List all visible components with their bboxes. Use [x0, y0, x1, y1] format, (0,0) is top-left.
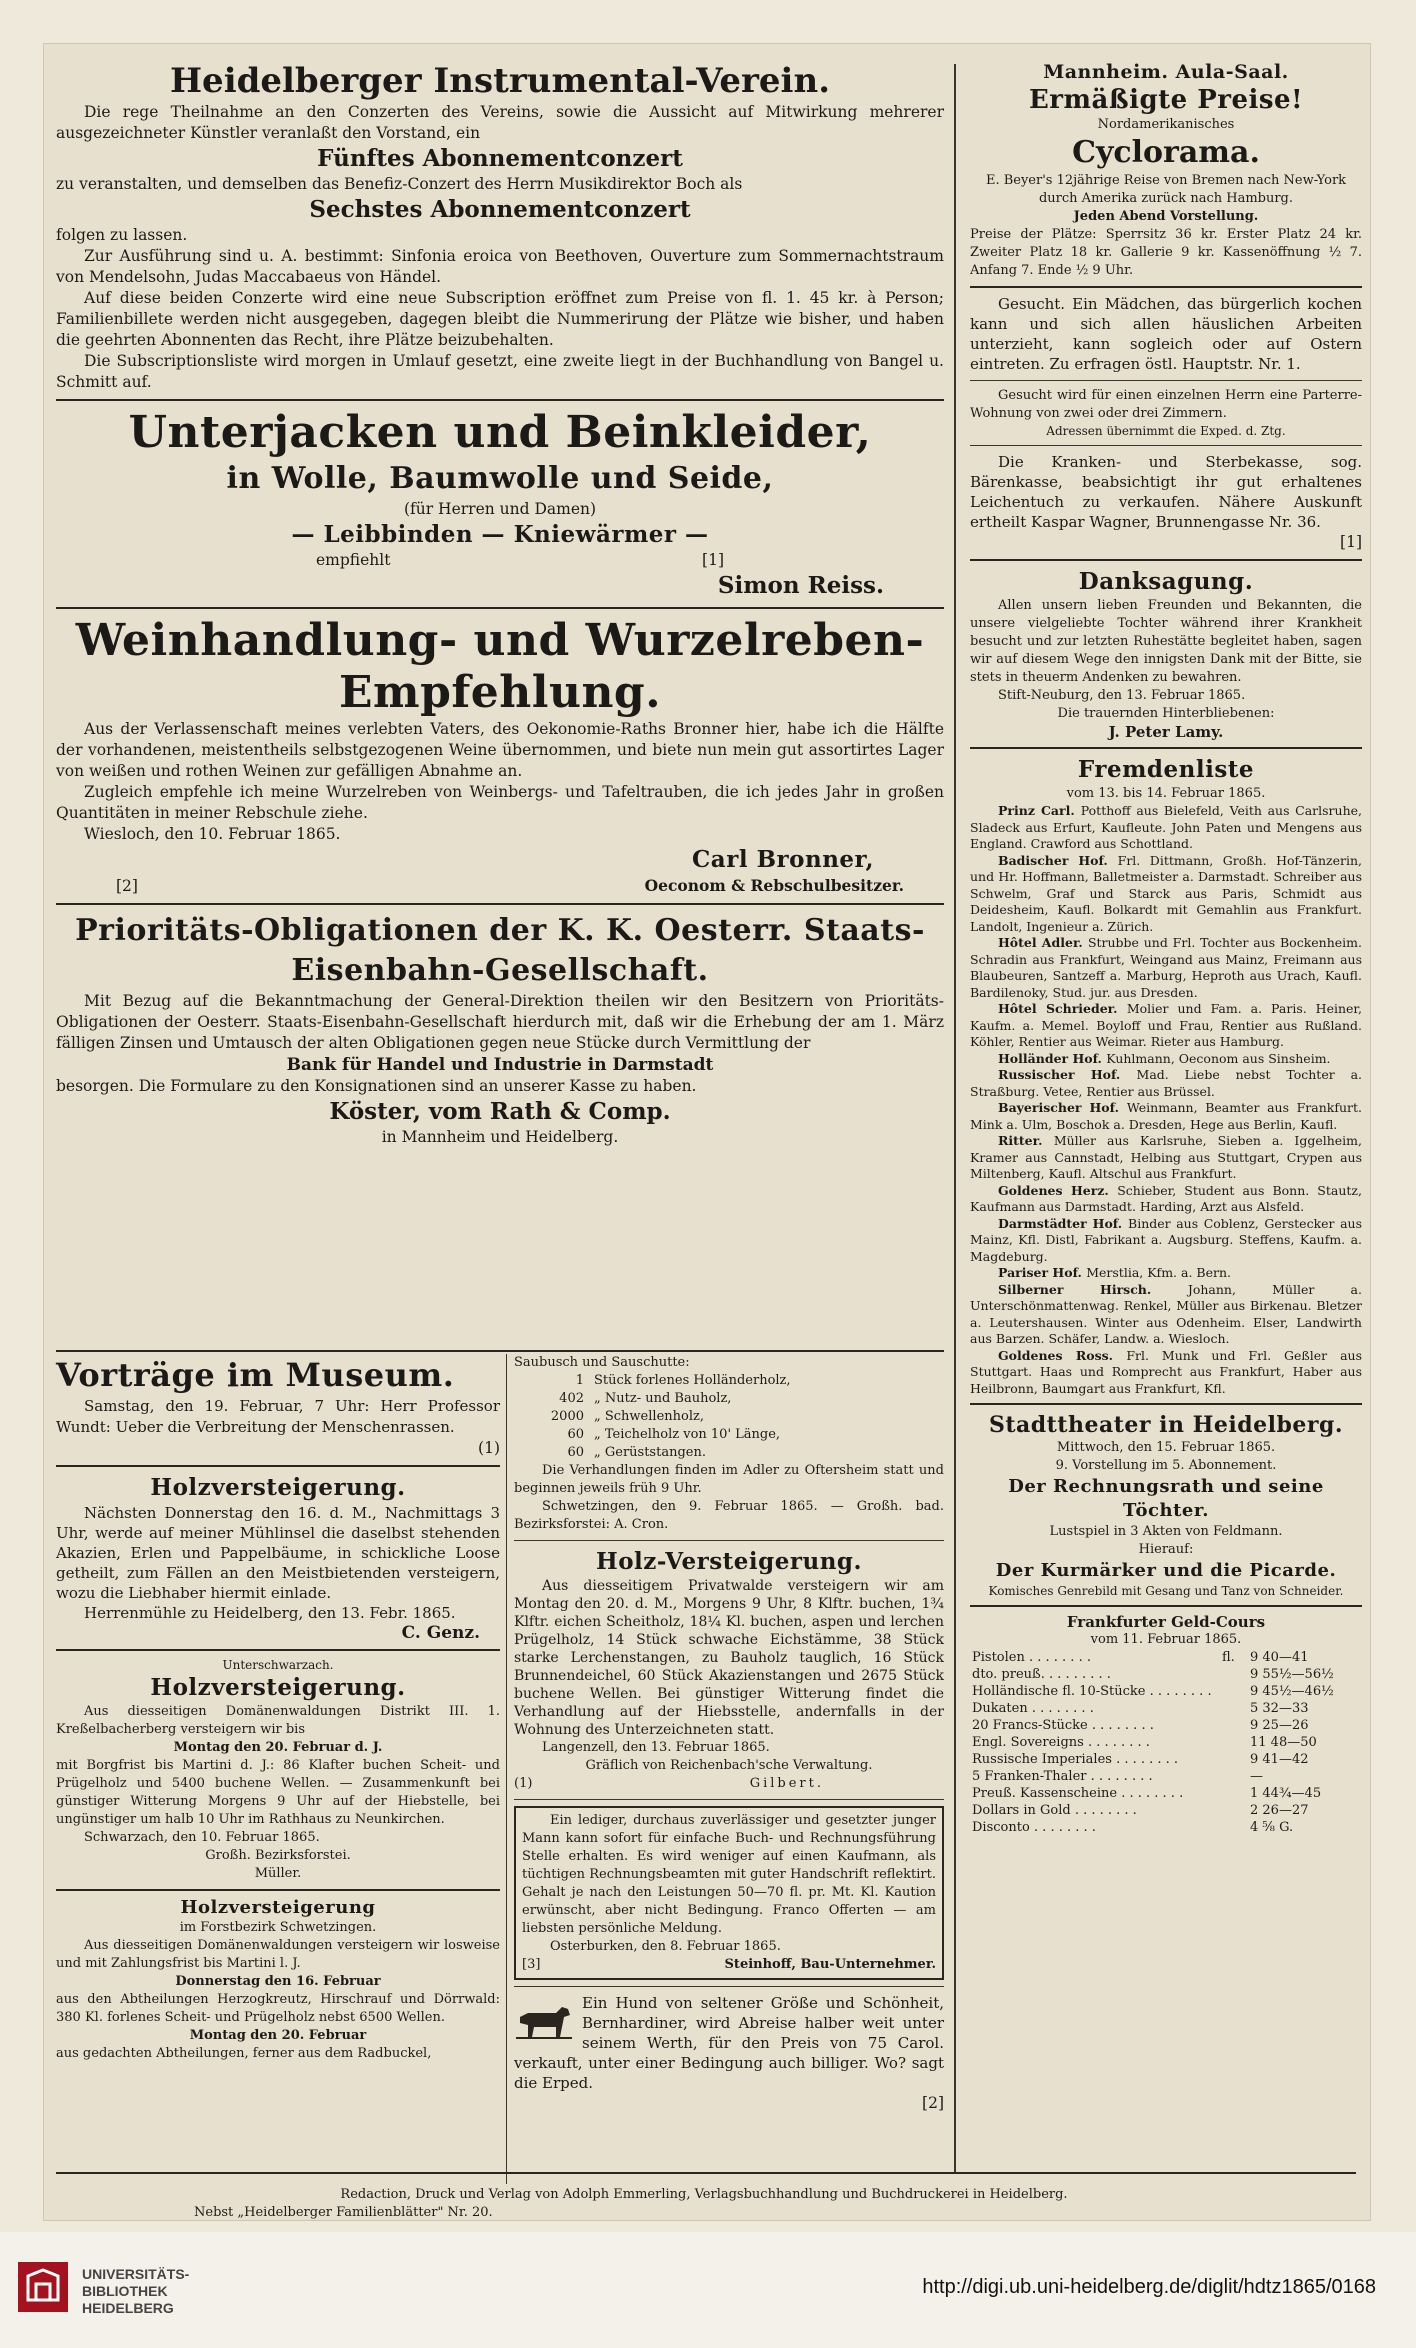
- cours-row: [970, 1683, 1362, 1700]
- fremden-entry: [970, 1183, 1362, 1216]
- fremden-hotel: Holländer Hof.: [998, 1050, 1107, 1066]
- bonds-location: in Mannheim und Heidelberg.: [381, 1128, 619, 1146]
- holz3-continued: [514, 1354, 944, 1534]
- cours-unit: [1220, 1785, 1248, 1802]
- reiss-number: [1]: [702, 551, 724, 569]
- cours-value: 9 41—42: [1250, 1752, 1309, 1767]
- cours-row: [970, 1802, 1362, 1819]
- fremden-hotel: Russischer Hof.: [998, 1067, 1137, 1082]
- cours-currency: dto. preuß. . . . . . . . .: [972, 1667, 1111, 1682]
- holz3b-item-count: 1: [575, 1373, 584, 1388]
- theater-sub-1: Lustspiel in 3 Akten von Feldmann.: [1049, 1524, 1283, 1539]
- dank-sub: Die trauernden Hinterbliebenen:: [1057, 706, 1275, 721]
- cours-currency: Preuß. Kassenscheine . . . . . . . .: [972, 1786, 1184, 1801]
- cyclo-line-3: Nordamerikanisches: [1097, 117, 1235, 132]
- bonds-title-2: Eisenbahn-Gesellschaft.: [291, 953, 709, 988]
- museum-ad: [56, 1354, 500, 1459]
- holz1-name: C. Genz.: [401, 1623, 480, 1643]
- lower-left-area: [56, 1354, 944, 2194]
- holz3b-item: [514, 1408, 944, 1426]
- source-url[interactable]: http://digi.ub.uni-heidelberg.de/diglit/hdtz1865/0168: [922, 2276, 1376, 2298]
- lower-subcolumn-1: [56, 1354, 500, 2063]
- cours-value: 11 48—50: [1250, 1735, 1317, 1750]
- dog-number: [2]: [922, 2094, 944, 2112]
- cours-currency: 5 Franken-Thaler . . . . . . . .: [972, 1769, 1153, 1784]
- gesucht1-text: Gesucht. Ein Mädchen, das bürgerlich kochen kann und sich allen häuslichen Arbeiten unterzieht, kann sogleich oder auf Ostern eintreten. Zu erfragen östl. Hauptstr. Nr. 1.: [970, 295, 1362, 373]
- divider: [514, 1540, 944, 1541]
- concert-fifth: Fünftes Abonnementconzert: [317, 145, 683, 172]
- cours-unit: [1220, 1819, 1248, 1836]
- holz3-sub: im Forstbezirk Schwetzingen.: [179, 1920, 377, 1935]
- fremden-hotel: Goldenes Herz.: [998, 1182, 1118, 1198]
- dog-ad: [514, 1993, 944, 2114]
- theater-date: Mittwoch, den 15. Februar 1865.: [1056, 1440, 1276, 1455]
- bottom-rule: [56, 2172, 1356, 2174]
- holz3b-item-text: „ Teichelholz von 10' Länge,: [594, 1427, 781, 1442]
- cyclorama-ad: [970, 60, 1362, 280]
- fremden-guests: Müller aus Karlsruhe, Sieben a. Iggelheim, Kramer aus Cannstadt, Helbing aus Stuttgart, Crypen aus Miltenberg, Kaufl. Altschul aus Frankfurt.: [970, 1133, 1363, 1181]
- holz4-name: Gilbert.: [749, 1776, 824, 1791]
- fremden-entry: [970, 935, 1362, 1001]
- library-footer: [0, 2232, 1416, 2348]
- cours-row: [970, 1734, 1362, 1751]
- reiss-name: Simon Reiss.: [717, 572, 884, 599]
- subcolumn-rule: [506, 1354, 507, 2184]
- cyclo-line-6: Jeden Abend Vorstellung.: [1073, 209, 1259, 224]
- fremden-title: Fremdenliste: [1077, 756, 1255, 783]
- bonds-bank: Bank für Handel und Industrie in Darmstadt: [286, 1055, 714, 1075]
- fremden-entry: [970, 1348, 1362, 1398]
- bonds-firm: Köster, vom Rath & Comp.: [329, 1098, 671, 1125]
- fremden-guests: Strubbe und Frl. Tochter aus Bockenheim. Schradin aus Frankfurt, Weingand aus Mainz, Freimann aus Blaubeuren, Santzeff a. Marburg, Heproth aus Urach, Kaufl. Bardilenoky, Stud. jur. aus Dresden.: [970, 935, 1362, 1000]
- theater-sub: 9. Vorstellung im 5. Abonnement.: [1055, 1458, 1277, 1473]
- concert-title: Heidelberger Instrumental-Verein.: [169, 61, 831, 101]
- divider: [56, 1350, 944, 1352]
- wine-text-2: Zugleich empfehle ich meine Wurzelreben von Weinbergs- und Tafeltrauben, die ich jedes Jahr in großen Quantitäten in meiner Rebschule ziehe.: [56, 783, 944, 822]
- bonds-text-2: besorgen. Die Formulare zu den Konsignationen sind an unserer Kasse zu haben.: [56, 1077, 697, 1095]
- reiss-line-4: — Leibbinden — Kniewärmer —: [291, 521, 709, 548]
- fremden-guests: Johann, Müller a. Unterschönmattenwag. Renkel, Müller aus Birkenau. Bletzer a. Leutershausen. Winter aus Odenheim. Elser, Landwirth aus Barzen. Schäfer, Landw. a. Wiesloch.: [970, 1281, 1362, 1346]
- fremden-hotel: Darmstädter Hof.: [998, 1215, 1129, 1231]
- fremden-guests: Mad. Liebe nebst Tochter a. Straßburg. Vetee, Rentier aus Brüssel.: [970, 1067, 1362, 1099]
- holz3-ad: [56, 1897, 500, 2063]
- cours-value: 1 44¾—45: [1250, 1786, 1322, 1801]
- dank-ad: [970, 567, 1362, 741]
- cours-row: [970, 1819, 1362, 1836]
- reiss-line-2: in Wolle, Baumwolle und Seide,: [226, 461, 774, 496]
- column-rule: [954, 64, 956, 2174]
- cours-row: [970, 1700, 1362, 1717]
- fremden-entry: [970, 1216, 1362, 1266]
- holz3b-item-count: 402: [559, 1391, 584, 1406]
- holz4-ad: [514, 1547, 944, 1793]
- fremden-guests: Molier und Fam. a. Paris. Heiner, Kaufm. a. Memel. Boyloff und Frau, Rentier aus Rußland. Köhler, Rentier aus Weimar. Rieter aus Hamburg.: [970, 1001, 1362, 1049]
- concert-text-2: zu veranstalten, und demselben das Benefiz-Conzert des Herrn Musikdirektor Boch als: [56, 175, 743, 193]
- holz3b-date: Schwetzingen, den 9. Februar 1865. — Großh. bad. Bezirksforstei: A. Cron.: [514, 1499, 944, 1532]
- cours-currency: Dukaten . . . . . . . .: [972, 1701, 1094, 1716]
- fremden-entry: [970, 803, 1362, 853]
- fremden-entry: [970, 1282, 1362, 1348]
- cours-unit: fl.: [1222, 1650, 1235, 1665]
- concert-ad: [56, 60, 944, 393]
- fremden-hotel: Badischer Hof.: [998, 852, 1118, 868]
- fremden-entry: [970, 1100, 1362, 1133]
- dank-text: Allen unsern lieben Freunden und Bekannten, die unsere vielgeliebte Tochter während ihrer Krankheit besucht und zur letzten Ruhestätte begleitet haben, sagen wir auf diesem Wege den innigsten Dank mit der Bitte, sie stets in theuerm Andenken zu bewahren.: [970, 598, 1362, 685]
- fremden-guests: Frl. Dittmann, Großh. Hof-Tänzerin, und Hr. Hoffmann, Balletmeister a. Darmstadt. Schreiber aus Schwelm, Graf und Starck aus Paris, Schmidt aus Deidesheim, Kaufl. Bolkardt mit Gemahlin aus Frankfurt. Landolt, Ingenieur a. Zürich.: [970, 852, 1362, 934]
- holz2-name: Müller.: [254, 1866, 302, 1881]
- holz3b-intro: Saubusch und Sauschutte:: [514, 1355, 690, 1370]
- holz1-ad: [56, 1473, 500, 1643]
- fremden-guests: Frl. Munk und Frl. Geßler aus Stuttgart. Haas und Romprecht aus Frankfurt, Haber aus Heilbronn, Baumgart aus Frankfurt, Kfl.: [970, 1347, 1362, 1396]
- cours-currency: Holländische fl. 10-Stücke . . . . . . . .: [972, 1684, 1212, 1699]
- cours-table: [970, 1613, 1362, 1836]
- cours-row: [970, 1751, 1362, 1768]
- cours-unit: [1220, 1768, 1248, 1785]
- fremden-entry: [970, 1051, 1362, 1068]
- holz4-text: Aus diesseitigem Privatwalde versteigern wir am Montag den 20. d. M., Morgens 9 Uhr, 8 Klftr. buchen, 1¾ Klftr. eichen Scheitholz, 18¼ Kl. buchen, aspen und lerchen Prügelholz, 14 Stück schwache Eichstämme, 38 Stück starke Lerchenstangen, zu Bauholz tauglich, 16 Stück Brunnendeichel, 60 Stück Akazienstangen und 2675 Stück buchene Wellen. Bei günstiger Witterung findet die Verhandlung auf der Hiebsstelle, andernfalls in der Wohnung des Unterzeichneten statt.: [514, 1578, 944, 1738]
- imprint-line-2: Nebst „Heidelberger Familienblätter" Nr. 20.: [194, 2205, 493, 2220]
- theater-ad: [970, 1411, 1362, 1599]
- cours-date: vom 11. Februar 1865.: [1090, 1632, 1242, 1647]
- concert-text-6: Die Subscriptionsliste wird morgen in Umlauf gesetzt, eine zweite liegt in der Buchhandlung von Bangel u. Schmitt auf.: [56, 352, 944, 391]
- theater-play-2: Der Kurmärker und die Picarde.: [995, 1560, 1337, 1581]
- cours-unit: [1220, 1802, 1248, 1819]
- cours-value: 9 40—41: [1250, 1650, 1309, 1665]
- cours-unit: [1220, 1666, 1248, 1683]
- gesucht2-sub: Adressen übernimmt die Exped. d. Ztg.: [1046, 424, 1286, 438]
- divider: [970, 445, 1362, 446]
- newspaper-page: [44, 44, 1370, 2220]
- dank-title: Danksagung.: [1078, 568, 1254, 595]
- cours-unit: [1220, 1683, 1248, 1700]
- cyclo-line-4: Cyclorama.: [1072, 135, 1260, 170]
- divider: [970, 747, 1362, 749]
- cours-currency: Dollars in Gold . . . . . . . .: [972, 1803, 1137, 1818]
- holz3b-list: [514, 1372, 944, 1462]
- cours-row: [970, 1717, 1362, 1734]
- museum-text: Samstag, den 19. Februar, 7 Uhr: Herr Professor Wundt: Ueber die Verbreitung der Menschenrassen.: [56, 1397, 500, 1436]
- library-logo-text: [82, 2266, 189, 2317]
- theater-title: Stadttheater in Heidelberg.: [988, 1412, 1344, 1438]
- museum-title: Vorträge im Museum.: [56, 1356, 455, 1394]
- concert-text-5: Auf diese beiden Conzerte wird eine neue Subscription eröffnet zum Preise von fl. 1. 45 kr. à Person; Familienbillete werden nicht ausgegeben, dagegen bleibt die Nummerirung der Plätze wie bisher, und haben die geehrten Abonnenten das Recht, ihre Plätze beizubehalten.: [56, 289, 944, 349]
- concert-sixth: Sechstes Abonnementconzert: [309, 196, 691, 223]
- divider: [56, 1649, 500, 1651]
- holz3-date2: Montag den 20. Februar: [189, 2028, 367, 2043]
- imprint-line-1: Redaction, Druck und Verlag von Adolph Emmerling, Verlagsbuchhandlung und Buchdruckerei in Heidelberg.: [340, 2187, 1068, 2202]
- fremden-hotel: Silberner Hirsch.: [998, 1281, 1188, 1297]
- cours-value: 5 32—33: [1250, 1701, 1309, 1716]
- fremden-hotel: Prinz Carl.: [998, 803, 1081, 818]
- holz2-text2: mit Borgfrist bis Martini d. J.: 86 Klafter buchen Scheit- und Prügelholz und 5400 buchene Wellen. — Zusammenkunft bei günstiger Witterung Morgens 9 Uhr auf der Hiebstelle, bei ungünstiger um halb 10 Uhr im Rathhaus zu Neunkirchen.: [56, 1758, 500, 1827]
- wine-date: Wiesloch, den 10. Februar 1865.: [84, 825, 341, 843]
- holz2-date1: Montag den 20. Februar d. J.: [173, 1740, 383, 1755]
- logo-line-3: HEIDELBERG: [82, 2300, 174, 2316]
- fremden-entry: [970, 1265, 1362, 1282]
- job-text: Ein lediger, durchaus zuverlässiger und gesetzter junger Mann kann sofort für einfache Buch- und Rechnungsführung Stelle erhalten. Es wird weniger auf einen Kaufmann, als tüchtigen Rechnungsbeamten mit guter Handschrift reflektirt. Gehalt je nach den Leistungen 50—70 fl. pr. Mt. Kl. Kaution erwünscht, aber nicht Bedingung. Franco Offerten — am liebsten persönliche Meldung.: [522, 1813, 936, 1936]
- fremden-entries: [970, 803, 1362, 1397]
- cours-row: [970, 1785, 1362, 1802]
- fremden-entry: [970, 1001, 1362, 1051]
- wine-ad: [56, 615, 944, 897]
- logo-line-2: BIBLIOTHEK: [82, 2283, 168, 2299]
- fremden-hotel: Bayerischer Hof.: [998, 1100, 1127, 1115]
- cours-value: 9 25—26: [1250, 1718, 1309, 1733]
- cours-currency: Engl. Sovereigns . . . . . . . .: [972, 1735, 1150, 1750]
- reiss-line-1: Unterjacken und Beinkleider,: [128, 407, 872, 458]
- fremden-hotel: Goldenes Ross.: [998, 1347, 1127, 1363]
- divider: [56, 1465, 500, 1467]
- theater-hierauf: Hierauf:: [1138, 1542, 1194, 1557]
- holz2-office: Großh. Bezirksforstei.: [205, 1848, 351, 1863]
- divider: [56, 903, 944, 905]
- library-logo-icon: [18, 2262, 68, 2312]
- cours-value: 4 ⅝ G.: [1250, 1820, 1294, 1835]
- cours-row: [970, 1649, 1362, 1666]
- cours-title: Frankfurter Geld-Cours: [1066, 1613, 1266, 1631]
- holz3b-item-count: 60: [567, 1445, 584, 1460]
- holz4-office: Gräflich von Reichenbach'sche Verwaltung.: [585, 1758, 873, 1773]
- dog-icon: [514, 1997, 574, 2041]
- holz3-text: Aus diesseitigen Domänenwaldungen versteigern wir losweise und mit Zahlungsfrist bis Martini l. J.: [56, 1938, 500, 1971]
- cours-unit: [1220, 1700, 1248, 1717]
- fremden-list: [970, 755, 1362, 1397]
- holz3b-item-text: „ Nutz- und Bauholz,: [594, 1391, 732, 1406]
- fremden-guests: Kuhlmann, Oeconom aus Sinsheim.: [1106, 1050, 1331, 1066]
- holz4-title: Holz-Versteigerung.: [595, 1548, 863, 1575]
- holz4-date: Langenzell, den 13. Februar 1865.: [542, 1740, 770, 1755]
- fremden-entry: [970, 853, 1362, 936]
- wine-name: Carl Bronner,: [692, 846, 874, 873]
- wine-text-1: Aus der Verlassenschaft meines verlebten Vaters, des Oekonomie-Raths Bronner hier, habe ich die Hälfte der vorhandenen, meistentheils selbstgezogenen Weine übernommen, und biete nun mein gut assortirtes Lager von weißen und rothen Weinen zur gefälligen Abnahme an.: [56, 720, 944, 780]
- divider: [970, 1605, 1362, 1607]
- logo-line-1: UNIVERSITÄTS-: [82, 2266, 190, 2282]
- cours-unit: [1220, 1717, 1248, 1734]
- holz4-number: (1): [514, 1776, 533, 1791]
- cours-row: [970, 1768, 1362, 1785]
- job-date: Osterburken, den 8. Februar 1865.: [550, 1939, 781, 1954]
- fremden-hotel: Hôtel Adler.: [998, 935, 1088, 950]
- fremden-hotel: Pariser Hof.: [998, 1265, 1087, 1280]
- wine-title-2: Empfehlung.: [338, 667, 662, 718]
- holz3b-item: [514, 1444, 944, 1462]
- cours-value: —: [1250, 1769, 1263, 1784]
- divider: [514, 1986, 944, 1987]
- fremden-hotel: Ritter.: [998, 1133, 1054, 1148]
- bonds-title-1: Prioritäts-Obligationen der K. K. Oesterr. Staats-: [75, 913, 925, 948]
- divider: [56, 399, 944, 401]
- wine-role: Oeconom & Rebschulbesitzer.: [644, 876, 904, 895]
- holz1-title: Holzversteigerung.: [150, 1474, 406, 1501]
- concert-text-3: folgen zu lassen.: [56, 226, 188, 244]
- holz3-date1: Donnerstag den 16. Februar: [175, 1974, 381, 1989]
- job-ad: [514, 1806, 944, 1980]
- holz3b-item-count: 60: [567, 1427, 584, 1442]
- wine-title-1: Weinhandlung- und Wurzelreben-: [75, 615, 925, 666]
- cours-unit: [1220, 1751, 1248, 1768]
- cours-currency: 20 Francs-Stücke . . . . . . . .: [972, 1718, 1154, 1733]
- holz3b-item: [514, 1372, 944, 1390]
- fremden-hotel: Hôtel Schrieder.: [998, 1001, 1127, 1016]
- cours-value: 2 26—27: [1250, 1803, 1309, 1818]
- theater-sub-2: Komisches Genrebild mit Gesang und Tanz von Schneider.: [988, 1584, 1344, 1598]
- holz1-text: Nächsten Donnerstag den 16. d. M., Nachmittags 3 Uhr, werde auf meiner Mühlinsel die daselbst stehenden Akazien, Erlen und Pappelbäume, in schickliche Loose getheilt, zum Fällen an den Meistbietenden versteigern, wozu die Liebhaber hiermit einlade.: [56, 1504, 500, 1602]
- kasse-number: [1]: [1340, 533, 1362, 551]
- dog-text: Ein Hund von seltener Größe und Schönheit, Bernhardiner, wird Abreise halber weit unter seinem Werth, für den Preis von 75 Carol. verkauft, unter einer Bedingung auch billiger. Wo? sagt die Erped.: [514, 1994, 944, 2092]
- holz2-date: Schwarzach, den 10. Februar 1865.: [84, 1830, 320, 1845]
- holz3-text3: aus gedachten Abtheilungen, ferner aus dem Radbuckel,: [56, 2046, 432, 2061]
- fremden-guests: Weinmann, Beamter aus Frankfurt. Mink a. Ulm, Boschok a. Dresden, Hege aus Berlin, Kaufl.: [970, 1100, 1363, 1132]
- divider: [970, 380, 1362, 381]
- divider: [970, 559, 1362, 561]
- reiss-ad: [56, 407, 944, 601]
- cyclo-line-1: Mannheim. Aula-Saal.: [1043, 61, 1289, 83]
- fremden-guests: Merstlia, Kfm. a. Bern.: [1086, 1265, 1231, 1280]
- cours-currency: Russische Imperiales . . . . . . . .: [972, 1752, 1179, 1767]
- holz3b-item-text: „ Schwellenholz,: [594, 1409, 704, 1424]
- holz3b-item: [514, 1426, 944, 1444]
- fremden-guests: Schieber, Student aus Bonn. Stautz, Kaufmann aus Darmstadt. Harding, Arzt aus Alsfeld.: [970, 1182, 1362, 1214]
- fremden-guests: Binder aus Coblenz, Gerstecker aus Mainz, Kfl. Distl, Fabrikant a. Augsburg. Steffens, Kaufm. a. Magdeburg.: [970, 1215, 1362, 1264]
- left-column: [56, 60, 944, 1148]
- reiss-recommends: empfiehlt: [316, 551, 391, 569]
- divider: [514, 1799, 944, 1800]
- cours-rows: [970, 1649, 1362, 1836]
- concert-text-1: Die rege Theilnahme an den Conzerten des Vereins, sowie die Aussicht auf Mitwirkung mehrerer ausgezeichneter Künstler veranlaßt den Vorstand, ein: [56, 103, 944, 142]
- cours-currency: Disconto . . . . . . . .: [972, 1820, 1096, 1835]
- divider: [56, 607, 944, 609]
- divider: [970, 1403, 1362, 1405]
- dank-name: J. Peter Lamy.: [1108, 723, 1224, 741]
- holz2-title: Holzversteigerung.: [150, 1674, 406, 1701]
- holz3b-item-text: „ Gerüststangen.: [594, 1445, 706, 1460]
- museum-number: (1): [478, 1439, 500, 1457]
- cours-unit: [1220, 1734, 1248, 1751]
- divider: [56, 1889, 500, 1891]
- holz3-title: Holzversteigerung: [180, 1897, 376, 1918]
- holz3b-item-count: 2000: [550, 1409, 584, 1424]
- theater-play-1: Der Rechnungsrath und seine Töchter.: [1008, 1476, 1324, 1521]
- holz1-date: Herrenmühle zu Heidelberg, den 13. Febr. 1865.: [84, 1604, 456, 1622]
- fremden-entry: [970, 1133, 1362, 1183]
- holz2-ad: [56, 1657, 500, 1883]
- cyclo-line-2: Ermäßigte Preise!: [1028, 85, 1304, 115]
- concert-text-4: Zur Ausführung sind u. A. bestimmt: Sinfonia eroica von Beethoven, Ouverture zum Sommernachtstraum von Mendelsohn, Judas Maccabaeus von Händel.: [56, 247, 944, 286]
- fremden-guests: Potthoff aus Bielefeld, Veith aus Carlsruhe, Sladeck aus Erfurt, Kaufleute. John Paten und Mengens aus England. Crawford aus Schottland.: [970, 803, 1363, 851]
- holz2-place: Unterschwarzach.: [222, 1658, 334, 1672]
- cyclo-line-5: E. Beyer's 12jährige Reise von Bremen nach New-York durch Amerika zurück nach Hamburg.: [985, 173, 1347, 206]
- cours-row: [970, 1666, 1362, 1683]
- cours-value: 9 55½—56½: [1250, 1667, 1334, 1682]
- lower-subcolumn-2: [514, 1354, 944, 2114]
- reiss-line-3: (für Herren und Damen): [403, 500, 597, 518]
- kasse-text: Die Kranken- und Sterbekasse, sog. Bärenkasse, beabsichtigt ihr gut erhaltenes Leichentuch zu verkaufen. Nähere Auskunft ertheilt Kaspar Wagner, Brunnengasse Nr. 36.: [970, 453, 1362, 531]
- holz3-text2: aus den Abtheilungen Herzogkreutz, Hirschrauf und Dörrwald: 380 Kl. forlenes Scheit- und Prügelholz nebst 6500 Wellen.: [56, 1992, 500, 2025]
- cours-value: 9 45½—46½: [1250, 1684, 1334, 1699]
- imprint: [84, 2186, 1324, 2220]
- bonds-text-1: Mit Bezug auf die Bekanntmachung der General-Direktion theilen wir den Besitzern von Prioritäts-Obligationen der Oesterr. Staats-Eisenbahn-Gesellschaft hierdurch mit, daß wir die Erhebung der am 1. März fälligen Zinsen und Umtausch der alten Obligationen gegen neue Stücke durch Vermittlung der: [56, 992, 944, 1052]
- holz3b-item: [514, 1390, 944, 1408]
- fremden-date: vom 13. bis 14. Februar 1865.: [1066, 786, 1266, 801]
- job-number: [3]: [522, 1957, 541, 1972]
- dank-date: Stift-Neuburg, den 13. Februar 1865.: [998, 688, 1246, 703]
- wine-number: [2]: [116, 877, 138, 895]
- holz3b-item-text: Stück forlenes Holländerholz,: [594, 1373, 791, 1388]
- job-name: Steinhoff, Bau-Unternehmer.: [724, 1957, 936, 1972]
- holz2-text: Aus diesseitigen Domänenwaldungen Distrikt III. 1. Kreßelbacherberg versteigern wir bis: [56, 1704, 500, 1737]
- holz3b-text: Die Verhandlungen finden im Adler zu Oftersheim statt und beginnen jeweils früh 9 Uhr.: [514, 1463, 944, 1496]
- fremden-entry: [970, 1067, 1362, 1100]
- bonds-ad: [56, 911, 944, 1148]
- right-column: [970, 60, 1362, 1836]
- cyclo-line-7: Preise der Plätze: Sperrsitz 36 kr. Erster Platz 24 kr. Zweiter Platz 18 kr. Gallerie 9 kr. Kassenöffnung ½ 7. Anfang 7. Ende ½ 9 Uhr.: [970, 227, 1362, 278]
- divider: [970, 286, 1362, 288]
- cours-currency: Pistolen . . . . . . . .: [972, 1650, 1091, 1665]
- gesucht2-text: Gesucht wird für einen einzelnen Herrn eine Parterre-Wohnung von zwei oder drei Zimmern.: [970, 388, 1362, 421]
